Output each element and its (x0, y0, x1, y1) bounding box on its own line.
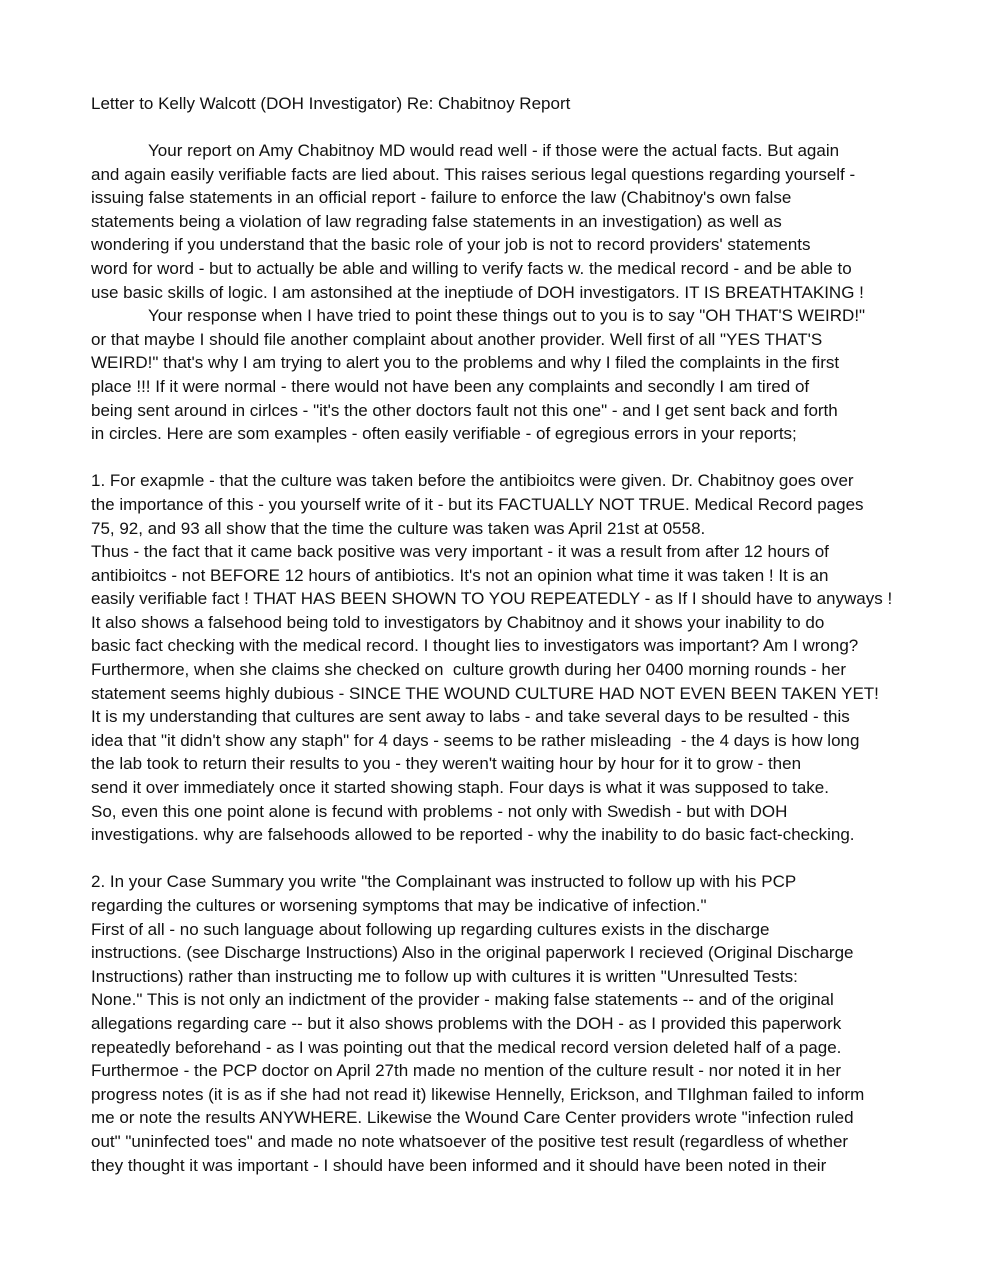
text-line: 1. For exapmle - that the culture was taken before the antibioitcs were given. Dr. Chabitnoy goes over (91, 471, 854, 491)
text-line: basic fact checking with the medical record. I thought lies to investigators was important? Am I wrong? (91, 636, 859, 656)
text-line: word for word - but to actually be able and willing to verify facts w. the medical record - and be able to (91, 258, 852, 278)
text-line: allegations regarding care -- but it also shows problems with the DOH - as I provided this paperwork (91, 1013, 842, 1033)
text-line: 2. In your Case Summary you write "the Complainant was instructed to follow up with his PCP (91, 872, 797, 892)
text-line: they thought it was important - I should have been informed and it should have been noted in their (91, 1155, 827, 1175)
text-line: WEIRD!" that's why I am trying to alert you to the problems and why I filed the complaints in the first (91, 353, 840, 373)
text-line: Your report on Amy Chabitnoy MD would read well - if those were the actual facts. But again (148, 141, 840, 160)
text-line: statements being a violation of law regrading false statements in an investigation) as well as (91, 211, 782, 231)
text-line: Furthermoe - the PCP doctor on April 27th made no mention of the culture result - nor noted it in her (91, 1061, 841, 1081)
text-line: Furthermore, when she claims she checked on culture growth during her 0400 morning rounds - her (91, 660, 846, 680)
text-line: easily verifiable fact ! THAT HAS BEEN SHOWN TO YOU REPEATEDLY - as If I should have to anyways ! (91, 589, 893, 609)
text-line: statement seems highly dubious - SINCE THE WOUND CULTURE HAD NOT EVEN BEEN TAKEN YET! (91, 683, 879, 703)
letter-body (91, 139, 911, 1177)
text-line: in circles. Here are som examples - often easily verifiable - of egregious errors in your reports; (91, 424, 797, 444)
text-line: investigations. why are falsehoods allowed to be reported - why the inability to do basic fact-checking. (91, 825, 855, 845)
text-line: the lab took to return their results to you - they weren't waiting hour by hour for it to grow - then (91, 754, 802, 774)
text-line: antibioitcs - not BEFORE 12 hours of antibiotics. It's not an opinion what time it was taken ! It is an (91, 565, 829, 585)
text-line: progress notes (it is as if she had not read it) likewise Hennelly, Erickson, and TIlghman failed to inform (91, 1084, 865, 1104)
text-line: wondering if you understand that the basic role of your job is not to record providers' statements (91, 235, 811, 255)
text-line: So, even this one point alone is fecund with problems - not only with Swedish - but with DOH (91, 801, 788, 821)
text-line: Instructions) rather than instructing me to follow up with cultures it is written "Unresulted Tests: (91, 966, 798, 986)
text-line: idea that "it didn't show any staph" for 4 days - seems to be rather misleading - the 4 days is how long (91, 730, 860, 750)
text-line: It is my understanding that cultures are sent away to labs - and take several days to be resulted - this (91, 707, 850, 727)
paragraph-break (91, 446, 911, 470)
text-line: use basic skills of logic. I am astonsihed at the ineptiude of DOH investigators. IT IS BREATHTAKING ! (91, 282, 864, 302)
text-line: instructions. (see Discharge Instructions) Also in the original paperwork I recieved (Original Discharge (91, 943, 854, 963)
text-line: issuing false statements in an official report - failure to enforce the law (Chabitnoy's own false (91, 188, 792, 208)
text-line: First of all - no such language about following up regarding cultures exists in the discharge (91, 919, 770, 939)
text-line: regarding the cultures or worsening symptoms that may be indicative of infection." (91, 896, 707, 915)
text-line: the importance of this - you yourself write of it - but its FACTUALLY NOT TRUE. Medical Record pages (91, 494, 864, 514)
text-line: None." This is not only an indictment of the provider - making false statements -- and of the original (91, 990, 834, 1010)
letter-title: Letter to Kelly Walcott (DOH Investigator) Re: Chabitnoy Report (91, 94, 571, 113)
text-line: place !!! If it were normal - there would not have been any complaints and secondly I am tired of (91, 376, 810, 396)
text-line: me or note the results ANYWHERE. Likewise the Wound Care Center providers wrote "infection ruled (91, 1108, 854, 1128)
text-line: or that maybe I should file another complaint about another provider. Well first of all "YES THAT'S (91, 329, 823, 349)
text-line: and again easily verifiable facts are lied about. This raises serious legal questions regarding yourself - (91, 164, 856, 184)
text-line: Your response when I have tried to point these things out to you is to say "OH THAT'S WEIRD!" (148, 306, 866, 326)
text-line: Thus - the fact that it came back positive was very important - it was a result from after 12 hours of (91, 542, 829, 562)
text-line: out" "uninfected toes" and made no note whatsoever of the positive test result (regardless of whether (91, 1131, 849, 1151)
text-line: repeatedly beforehand - as I was pointing out that the medical record version deleted half of a page. (91, 1037, 842, 1057)
text-line: send it over immediately once it started showing staph. Four days is what it was supposed to take. (91, 778, 829, 798)
text-line: being sent around in cirlces - "it's the other doctors fault not this one" - and I get sent back and forth (91, 400, 838, 420)
text-line: 75, 92, and 93 all show that the time the culture was taken was April 21st at 0558. (91, 518, 706, 538)
paragraph-break (91, 847, 911, 871)
text-line: It also shows a falsehood being told to investigators by Chabitnoy and it shows your inability to do (91, 612, 825, 632)
